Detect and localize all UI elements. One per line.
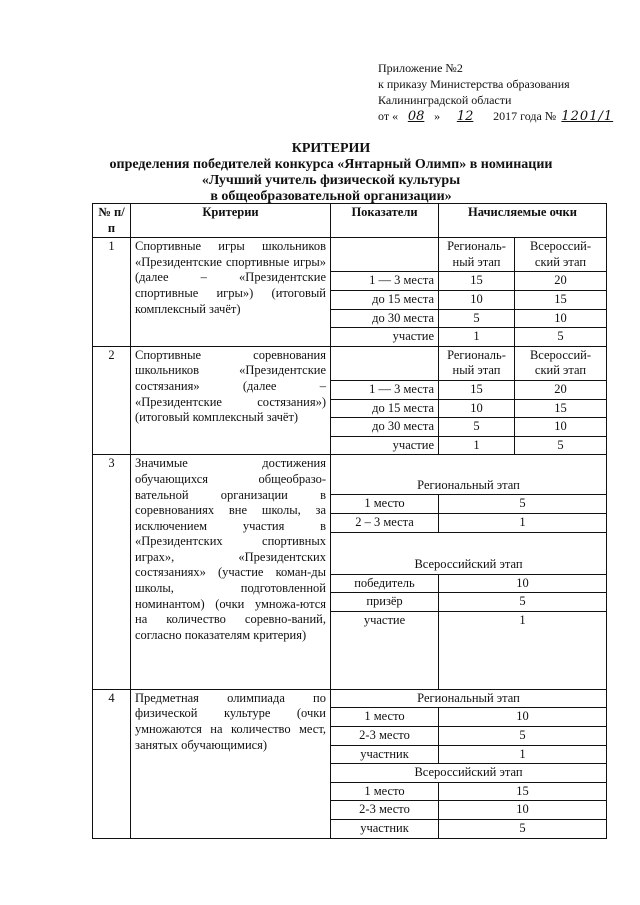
- row-number: 2: [93, 346, 131, 455]
- points-regional: 15: [439, 380, 515, 399]
- table-row: [93, 346, 607, 380]
- stage-all-russian-heading: Всероссийский этап: [331, 556, 607, 574]
- points: 10: [439, 574, 607, 593]
- row-number: 4: [93, 689, 131, 838]
- table-row: [93, 455, 607, 477]
- points: 5: [439, 727, 607, 746]
- header-criteria: Критерии: [131, 204, 331, 238]
- row-number: 1: [93, 238, 131, 347]
- indicator: до 15 места: [331, 290, 439, 309]
- appendix-header: [378, 60, 615, 125]
- indicator: 1 место: [331, 782, 439, 801]
- indicator: 1 место: [331, 708, 439, 727]
- indicator: участие: [331, 328, 439, 347]
- date-prefix: от «: [378, 109, 399, 123]
- points-all-russian: 10: [515, 418, 607, 437]
- stage-regional-heading: Региональный этап: [331, 689, 607, 708]
- indicator: 2 – 3 места: [331, 514, 439, 533]
- stage-all-russian-label: Всероссий-ский этап: [515, 238, 607, 272]
- title-line-1: КРИТЕРИИ: [291, 141, 371, 156]
- indicator: победитель: [331, 574, 439, 593]
- points-regional: 5: [439, 309, 515, 328]
- points-all-russian: 20: [515, 272, 607, 291]
- indicator: 1 — 3 места: [331, 272, 439, 291]
- appendix-line-1: Приложение №2: [378, 61, 463, 75]
- stage-all-russian-label: Всероссий-ский этап: [515, 346, 607, 380]
- points-all-russian: 5: [515, 328, 607, 347]
- points: 5: [439, 593, 607, 612]
- indicator: до 15 места: [331, 399, 439, 418]
- indicator: 1 — 3 места: [331, 380, 439, 399]
- points: 1: [439, 611, 607, 689]
- points-all-russian: 20: [515, 380, 607, 399]
- blank-cell: [331, 346, 439, 380]
- spacer-cell: [331, 532, 607, 556]
- indicator: участие: [331, 436, 439, 455]
- header-num: № п/п: [93, 204, 131, 238]
- stage-all-russian-heading: Всероссийский этап: [331, 764, 607, 783]
- stage-regional-label: Региональ-ный этап: [439, 346, 515, 380]
- criteria-table: [92, 203, 607, 839]
- stage-regional-label: Региональ-ный этап: [439, 238, 515, 272]
- date-separator: »: [434, 109, 441, 123]
- appendix-line-2: к приказу Министерства образования: [378, 77, 570, 91]
- header-points: Начисляемые очки: [439, 204, 607, 238]
- table-row: [93, 238, 607, 272]
- points: 1: [439, 745, 607, 764]
- blank-cell: [331, 238, 439, 272]
- title-line-4: в общеобразовательной организации»: [210, 189, 452, 204]
- indicator: участник: [331, 745, 439, 764]
- criterion-text: Спортивные соревнования школьников «Президентские состязания» (далее – «Президентские состязания») (итоговый комплексный зачёт): [131, 346, 331, 455]
- points-regional: 5: [439, 418, 515, 437]
- criterion-text: Спортивные игры школьников «Президентские спортивные игры» (далее – «Президентские спортивные игры») (итоговый комплексный зачёт): [131, 238, 331, 347]
- points: 1: [439, 514, 607, 533]
- handwritten-order-number: 1201/1: [561, 109, 614, 124]
- points-all-russian: 5: [515, 436, 607, 455]
- indicator: участие: [331, 611, 439, 689]
- indicator: до 30 места: [331, 418, 439, 437]
- points: 5: [439, 820, 607, 839]
- header-indicators: Показатели: [331, 204, 439, 238]
- indicator: 2-3 место: [331, 727, 439, 746]
- spacer-cell: [331, 455, 607, 477]
- indicator: 1 место: [331, 495, 439, 514]
- document-title: [96, 141, 566, 205]
- points: 10: [439, 708, 607, 727]
- table-row: [93, 689, 607, 708]
- points-all-russian: 10: [515, 309, 607, 328]
- title-line-2: определения победителей конкурса «Янтарный Олимп» в номинации: [109, 157, 553, 172]
- date-year: 2017 года №: [493, 109, 557, 123]
- stage-regional-heading: Региональный этап: [331, 477, 607, 495]
- points-regional: 1: [439, 436, 515, 455]
- points: 15: [439, 782, 607, 801]
- points-all-russian: 15: [515, 399, 607, 418]
- indicator: 2-3 место: [331, 801, 439, 820]
- points: 5: [439, 495, 607, 514]
- indicator: участник: [331, 820, 439, 839]
- points-regional: 15: [439, 272, 515, 291]
- points-regional: 10: [439, 399, 515, 418]
- points: 10: [439, 801, 607, 820]
- title-line-3: «Лучший учитель физической культуры: [201, 173, 461, 188]
- points-regional: 1: [439, 328, 515, 347]
- criterion-text: Значимые достижения обучающихся общеобразо-вательной организации в соревнованиях вне школы, за исключением участия в «Президентских спортивных играх», «Президентских состязаниях» (участие коман-ды школы, подготовленной номинантом) (очки умножа-ются на количество соревно-ваний, согласно показателям критерия): [131, 455, 331, 690]
- row-number: 3: [93, 455, 131, 690]
- indicator: призёр: [331, 593, 439, 612]
- points-regional: 10: [439, 290, 515, 309]
- handwritten-day: 08: [407, 109, 425, 124]
- handwritten-month: 12: [456, 109, 474, 124]
- appendix-line-3: Калининградской области: [378, 93, 512, 107]
- header-row: [93, 204, 607, 238]
- appendix-date-line: [378, 108, 615, 125]
- indicator: до 30 места: [331, 309, 439, 328]
- points-all-russian: 15: [515, 290, 607, 309]
- criterion-text: Предметная олимпиада по физической культуре (очки умножаются на количество мест, занятых обучающимися): [131, 689, 331, 838]
